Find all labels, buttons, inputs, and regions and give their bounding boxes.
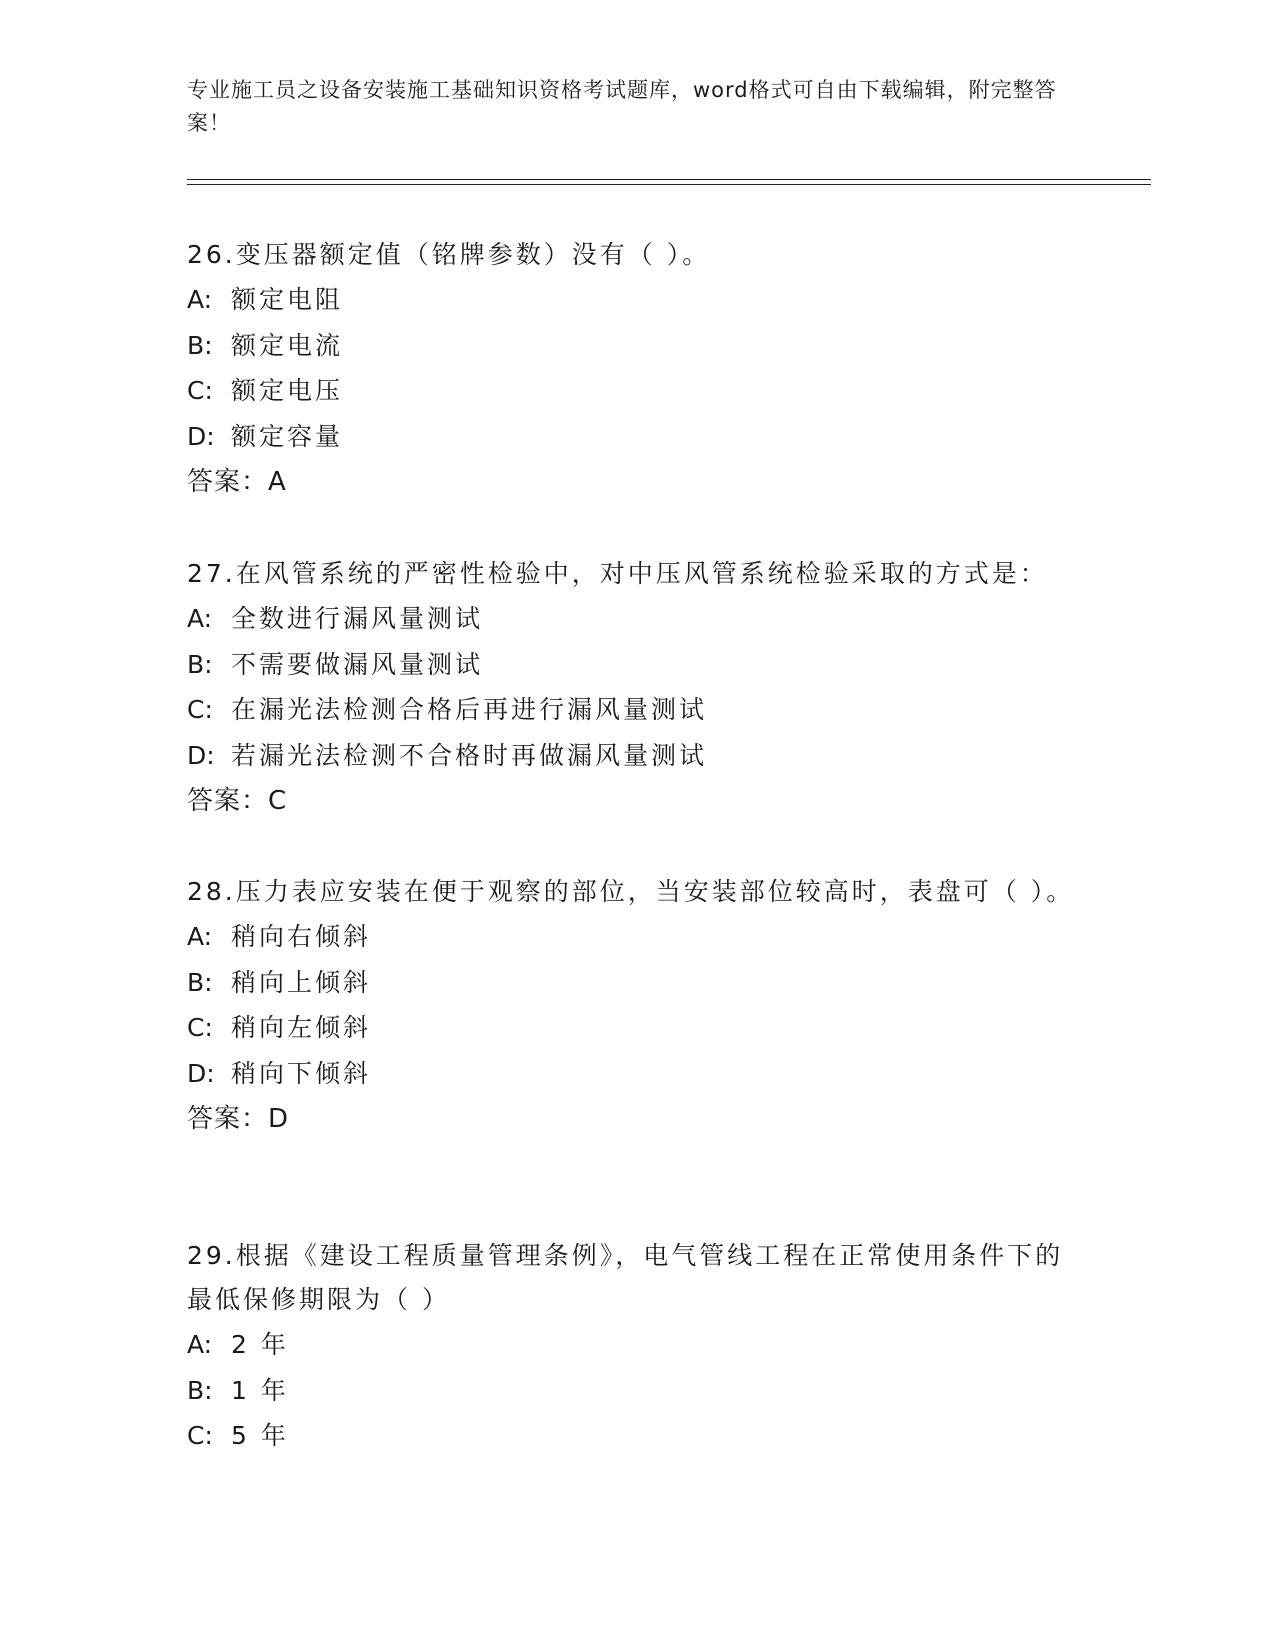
- question-stem: 29.根据《建设工程质量管理条例》，电气管线工程在正常使用条件下的最低保修期限为（ ）: [187, 1241, 1064, 1314]
- option-key: D:: [187, 421, 215, 451]
- option-text: 额定电流: [231, 330, 344, 360]
- header-divider-bottom: [187, 184, 1151, 185]
- question-stem: 26.变压器额定值（铭牌参数）没有（ ）。: [187, 240, 711, 269]
- option-key: A:: [187, 1330, 213, 1359]
- answer-line: 答案：C: [187, 786, 288, 816]
- option-key: B:: [187, 967, 213, 997]
- question-stem: 27.在风管系统的严密性检验中，对中压风管系统检验采取的方式是：: [187, 559, 1048, 588]
- option-c: [187, 368, 1087, 414]
- option-key: C:: [187, 376, 213, 405]
- question-stem: 28.压力表应安装在便于观察的部位，当安装部位较高时，表盘可（ ）。: [187, 877, 1075, 906]
- option-key: B:: [187, 649, 213, 679]
- option-text: 稍向右倾斜: [231, 922, 372, 951]
- option-d: [187, 1051, 1087, 1097]
- option-key: D:: [187, 740, 215, 770]
- option-text: 2 年: [231, 1330, 289, 1359]
- option-key: C:: [187, 1013, 213, 1042]
- option-text: 若漏光法检测不合格时再做漏风量测试: [231, 740, 708, 770]
- option-text: 稍向下倾斜: [231, 1058, 372, 1088]
- question-27: [187, 552, 1087, 824]
- option-key: B:: [187, 330, 213, 360]
- option-a: [187, 1322, 1087, 1368]
- option-b: [187, 323, 1087, 369]
- option-a: [187, 914, 1087, 960]
- option-key: A:: [187, 922, 213, 951]
- option-key: A:: [187, 604, 213, 633]
- answer-line: 答案：A: [187, 467, 287, 497]
- option-text: 稍向左倾斜: [231, 1013, 372, 1042]
- option-text: 额定电压: [231, 376, 344, 405]
- option-key: C:: [187, 695, 213, 724]
- option-c: [187, 687, 1087, 733]
- question-28: [187, 870, 1087, 1142]
- header-divider-top: [187, 179, 1151, 180]
- option-key: A:: [187, 285, 213, 314]
- option-d: [187, 733, 1087, 779]
- question-29: [187, 1234, 1087, 1459]
- option-text: 额定容量: [231, 421, 344, 451]
- option-text: 5 年: [231, 1421, 289, 1450]
- option-text: 1 年: [231, 1375, 289, 1405]
- option-b: [187, 960, 1087, 1006]
- option-b: [187, 1368, 1087, 1414]
- option-key: D:: [187, 1058, 215, 1088]
- option-text: 稍向上倾斜: [231, 967, 372, 997]
- option-a: [187, 277, 1087, 323]
- option-text: 额定电阻: [231, 285, 344, 314]
- option-text: 不需要做漏风量测试: [231, 649, 484, 679]
- question-26: [187, 233, 1087, 505]
- option-key: B:: [187, 1375, 213, 1405]
- option-d: [187, 414, 1087, 460]
- option-b: [187, 642, 1087, 688]
- option-c: [187, 1005, 1087, 1051]
- option-text: 全数进行漏风量测试: [231, 604, 484, 633]
- option-key: C:: [187, 1421, 213, 1450]
- option-c: [187, 1413, 1087, 1459]
- option-a: [187, 596, 1087, 642]
- option-text: 在漏光法检测合格后再进行漏风量测试: [231, 695, 708, 724]
- answer-line: 答案：D: [187, 1104, 290, 1134]
- document-intro: 专业施工员之设备安装施工基础知识资格考试题库，word格式可自由下载编辑，附完整答案！: [187, 78, 1057, 135]
